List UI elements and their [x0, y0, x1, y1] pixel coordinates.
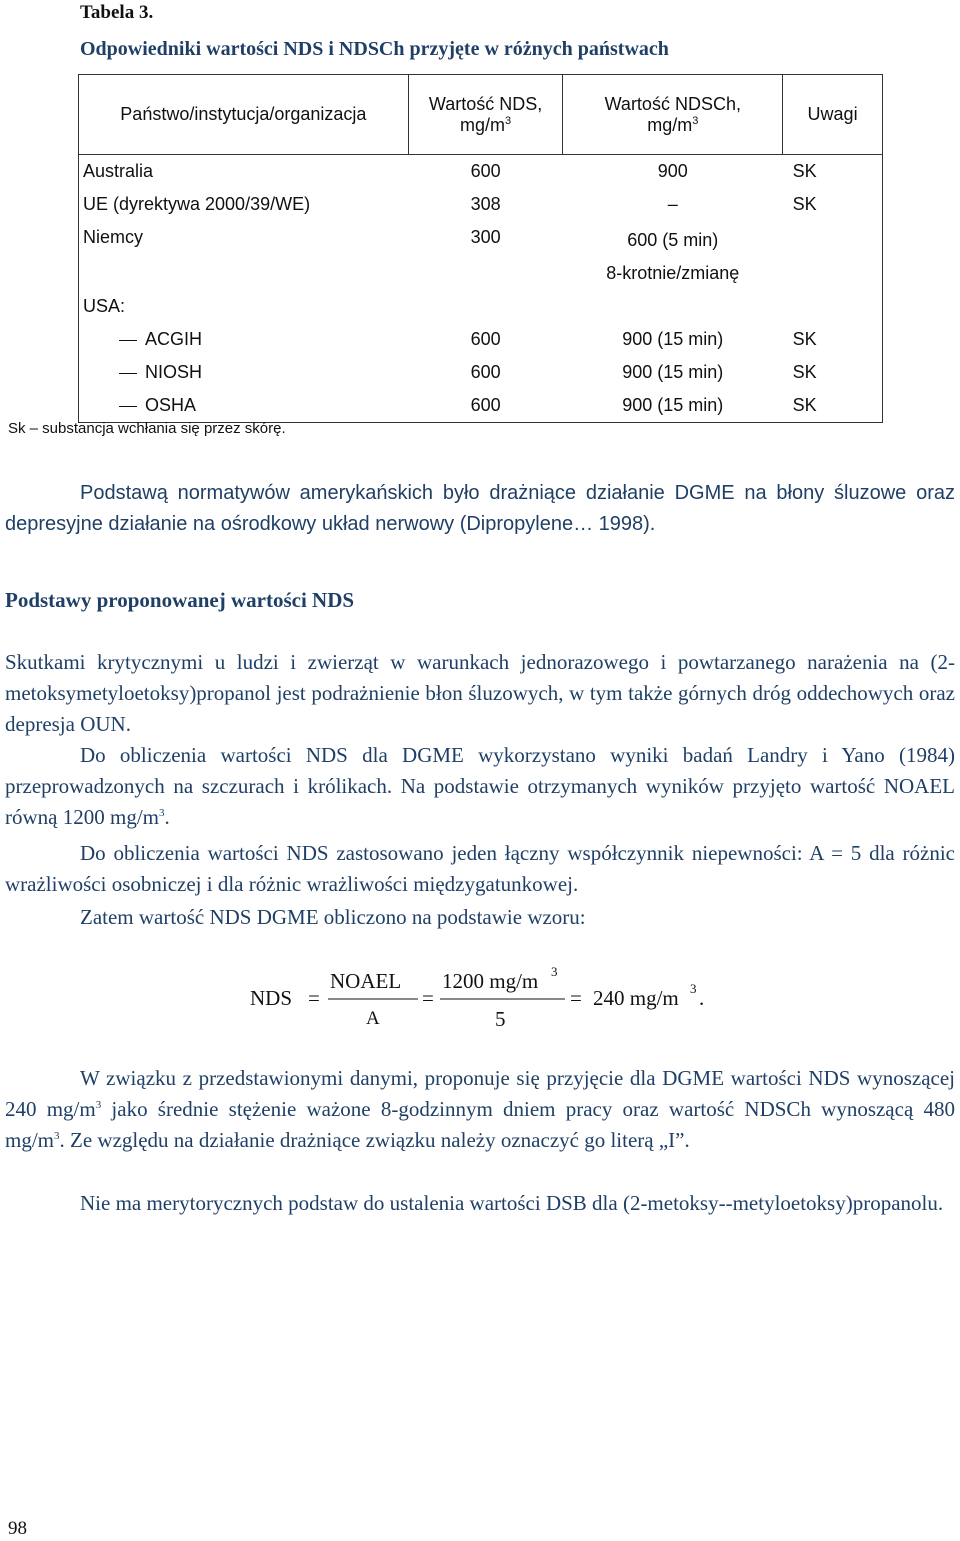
section-heading: Podstawy proponowanej wartości NDS	[5, 588, 355, 612]
country-cell: OSHA	[79, 389, 409, 423]
ndsch-cell: 900	[657, 161, 688, 181]
formula-numerator-2: 1200 mg/m	[442, 969, 539, 993]
table-row	[79, 323, 883, 356]
ndsch-cell	[563, 290, 783, 323]
formula-numerator-1: NOAEL	[330, 969, 402, 993]
notes-cell: SK	[783, 188, 883, 221]
table-label: Tabela 3.	[80, 2, 154, 23]
header-notes: Uwagi	[783, 75, 883, 155]
country-cell: USA:	[79, 290, 409, 323]
ndsch-cell: 900 (15 min)	[622, 362, 724, 382]
country-cell: Niemcy	[79, 221, 409, 290]
paragraph-1: Podstawą normatywów amerykańskich było drażniące działanie DGME na błony śluzowe oraz depresyjne działanie na ośrodkowy układ nerwowy (Dipropylene… 1998).	[5, 482, 955, 535]
notes-cell	[783, 290, 883, 323]
table-title: Odpowiedniki wartości NDS i NDSCh przyjęte w różnych państwach	[80, 38, 669, 60]
table-row	[79, 188, 883, 221]
header-country: Państwo/instytucja/organizacja	[79, 75, 409, 155]
ndsch-cell: –	[667, 194, 678, 214]
page-number: 98	[8, 1518, 27, 1539]
nds-cell: 308	[470, 194, 501, 214]
dash-mark	[119, 406, 137, 407]
table-row	[79, 221, 883, 290]
nds-cell	[408, 290, 563, 323]
table-row	[79, 290, 883, 323]
formula-denominator-2: 5	[495, 1007, 506, 1031]
table-row	[79, 356, 883, 389]
notes-cell: SK	[783, 323, 883, 356]
formula-eq-2: =	[422, 986, 434, 1010]
nds-cell: 600	[408, 389, 563, 423]
formula-eq-3: =	[570, 986, 582, 1010]
table-row	[79, 155, 883, 189]
formula-denominator-1: A	[366, 1008, 380, 1029]
nds-formula	[250, 966, 720, 1036]
formula-end: .	[699, 986, 705, 1010]
notes-cell	[783, 221, 883, 290]
standards-table	[78, 74, 883, 423]
ndsch-cell: 900 (15 min)	[563, 389, 783, 423]
nds-cell: 600	[470, 362, 501, 382]
formula-eq: =	[308, 986, 320, 1010]
notes-cell: SK	[783, 389, 883, 423]
formula-result: 240 mg/m	[593, 986, 679, 1010]
paragraph-2: Skutkami krytycznymi u ludzi i zwierząt w warunkach jednorazowego i powtarzanego narażenia na (2-metoksymetyloetoksy)propanol jest podrażnienie błon śluzowych, w tym także górnych dróg oddechowych oraz depresja OUN.	[5, 650, 955, 736]
paragraph-7: Nie ma merytorycznych podstaw do ustalenia wartości DSB dla (2-metoksy--metyloetoksy)propanolu.	[80, 1191, 944, 1215]
table-row	[79, 389, 883, 423]
header-nds: Wartość NDS, $mg/m^3$	[408, 75, 563, 155]
nds-cell: 600	[470, 329, 501, 349]
table-footnote: Sk – substancja wchłania się przez skórę.	[8, 420, 286, 437]
country-cell: UE (dyrektywa 2000/39/WE)	[79, 188, 409, 221]
country-cell: NIOSH	[79, 356, 409, 389]
notes-cell: SK	[783, 356, 883, 389]
ndsch-cell: 600 (5 min) 8-krotnie/zmianę	[606, 230, 740, 283]
notes-cell: SK	[783, 155, 883, 189]
formula-exp-2: 3	[690, 981, 697, 996]
paragraph-6: W związku z przedstawionymi danymi, proponuje się przyjęcie dla DGME wartości NDS wynoszącej 240 $mg/m^3$ jako średnie stężenie ważone 8-godzinnym dniem pracy oraz wartość NDSCh wynoszącą 480 $mg/m^3$. Ze względu na działanie drażniące związku należy oznaczyć go literą „I”.	[5, 1066, 955, 1152]
paragraph-5: Zatem wartość NDS DGME obliczono na podstawie wzoru:	[80, 905, 586, 929]
nds-cell: 300	[470, 227, 501, 247]
country-cell: Australia	[79, 155, 409, 189]
formula-lhs: NDS	[250, 986, 293, 1010]
header-ndsch: Wartość NDSCh, $mg/m^3$	[563, 75, 783, 155]
country-cell: ACGIH	[79, 323, 409, 356]
ndsch-cell: 900 (15 min)	[622, 329, 724, 349]
formula-exp-1: 3	[551, 966, 558, 979]
dash-mark	[119, 340, 137, 341]
paragraph-3: Do obliczenia wartości NDS dla DGME wykorzystano wyniki badań Landry i Yano (1984) przeprowadzonych na szczurach i królikach. Na podstawie otrzymanych wyników przyjęto wartość NOAEL równą 1200 $mg/m^3$.	[5, 743, 955, 829]
nds-cell: 600	[470, 161, 501, 181]
paragraph-4: Do obliczenia wartości NDS zastosowano jeden łączny współczynnik niepewności: A = 5 dla różnic wrażliwości osobniczej i dla różnic wrażliwości międzygatunkowej.	[5, 841, 955, 896]
formula-graphic	[250, 966, 720, 1036]
dash-mark	[119, 373, 137, 374]
